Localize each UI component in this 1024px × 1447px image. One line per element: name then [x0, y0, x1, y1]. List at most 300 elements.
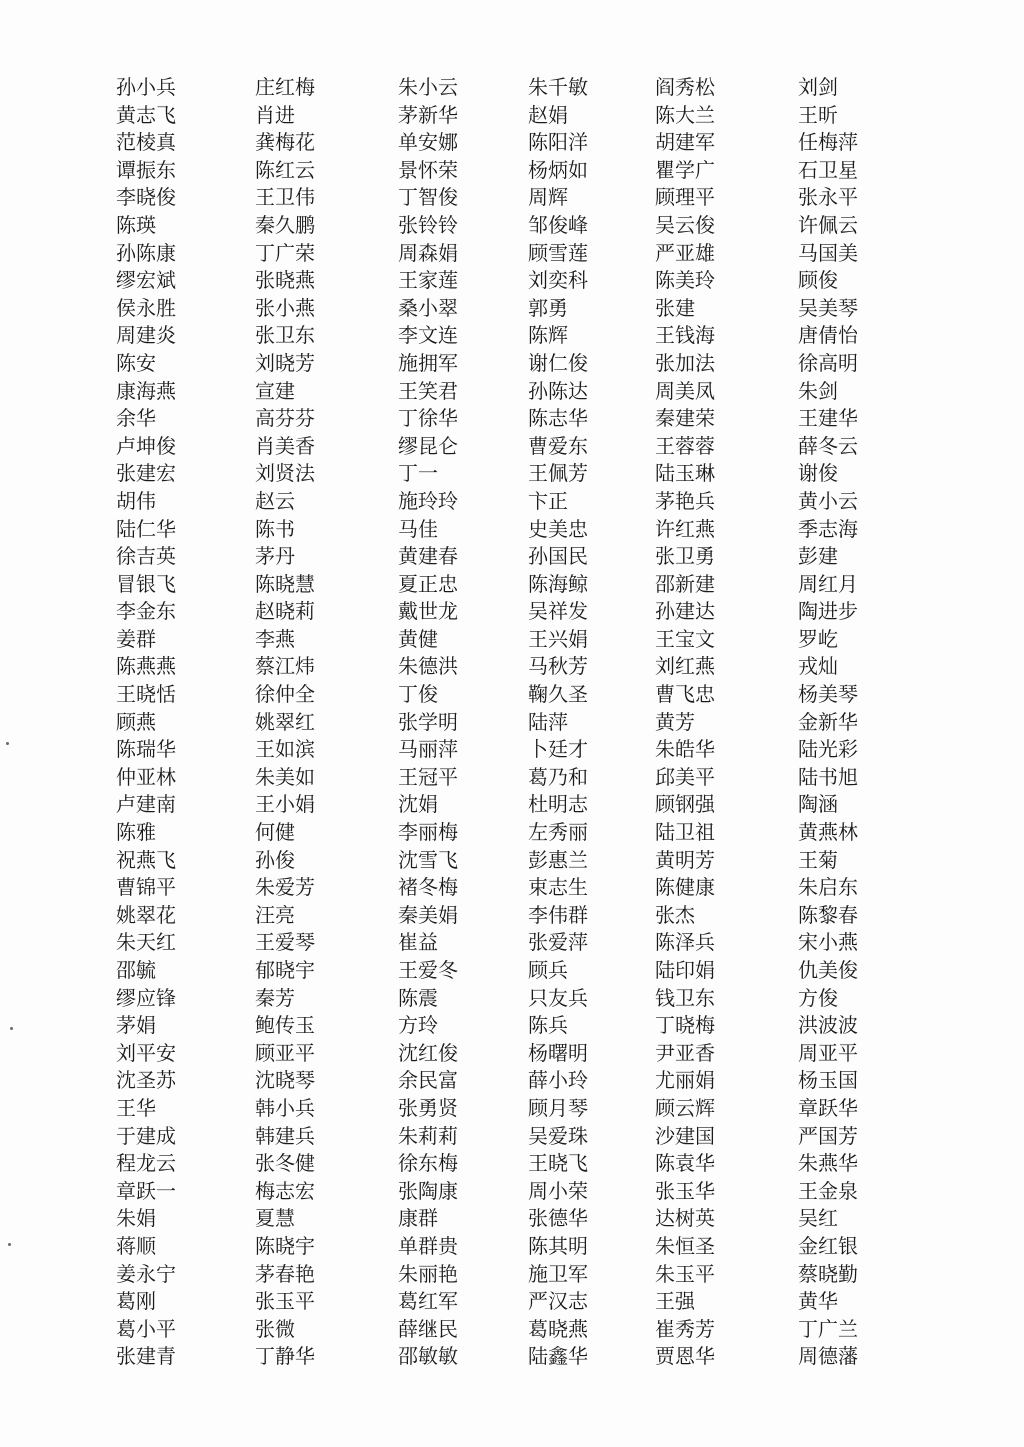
name-cell: 洪波波 [798, 1013, 858, 1038]
name-cell: 孙小兵 [116, 75, 176, 99]
name-cell: 戎灿 [798, 654, 838, 679]
name-cell: 沙建国 [655, 1123, 715, 1148]
name-cell: 陈雅 [116, 820, 156, 845]
name-cell: 韩建兵 [255, 1123, 315, 1148]
name-cell: 张德华 [528, 1206, 588, 1231]
name-cell: 王小娟 [255, 792, 315, 817]
name-row [116, 874, 898, 902]
name-cell: 李燕 [255, 626, 295, 651]
name-row [116, 571, 898, 599]
name-cell: 周德藩 [798, 1344, 858, 1369]
name-cell: 朱恒圣 [655, 1233, 715, 1258]
name-cell: 刘平安 [116, 1040, 176, 1065]
name-cell: 余华 [116, 406, 156, 431]
name-cell: 章跃一 [116, 1178, 176, 1203]
name-cell: 葛小平 [116, 1316, 176, 1341]
name-cell: 贾恩华 [655, 1344, 715, 1369]
name-cell: 周红月 [798, 571, 858, 596]
name-cell: 程龙云 [116, 1151, 176, 1176]
name-row [116, 350, 898, 378]
name-cell: 孙陈达 [528, 378, 588, 403]
name-cell: 陈健康 [655, 875, 715, 900]
name-cell: 李伟群 [528, 902, 588, 927]
name-cell: 顾亚平 [255, 1040, 315, 1065]
name-cell: 黄志飞 [116, 102, 176, 127]
name-cell: 仲亚林 [116, 764, 176, 789]
name-cell: 谢俊 [798, 461, 838, 486]
name-cell: 马国美 [798, 240, 858, 265]
name-cell: 龚梅花 [255, 130, 315, 155]
name-cell: 赵云 [255, 488, 295, 513]
name-row [116, 653, 898, 681]
name-cell: 鲍传玉 [255, 1013, 315, 1038]
name-cell: 张学明 [398, 709, 458, 734]
name-cell: 张玉平 [255, 1289, 315, 1314]
name-row [116, 791, 898, 819]
name-cell: 吴祥发 [528, 599, 588, 624]
name-cell: 杨炳如 [528, 157, 588, 182]
name-cell: 陈志华 [528, 406, 588, 431]
name-cell: 朱美如 [255, 764, 315, 789]
name-cell: 严国芳 [798, 1123, 858, 1148]
name-cell: 黄燕林 [798, 820, 858, 845]
name-cell: 宣建 [255, 378, 295, 403]
name-cell: 徐仲全 [255, 682, 315, 707]
name-row [116, 460, 898, 488]
name-cell: 施玲玲 [398, 488, 458, 513]
name-cell: 刘贤法 [255, 461, 315, 486]
name-row [116, 1288, 898, 1316]
name-list-body [116, 74, 898, 1371]
name-cell: 杜明志 [528, 792, 588, 817]
name-row [116, 212, 898, 240]
name-cell: 黄芳 [655, 709, 695, 734]
name-cell: 陈其明 [528, 1233, 588, 1258]
name-cell: 周亚平 [798, 1040, 858, 1065]
name-cell: 蔡江炜 [255, 654, 315, 679]
name-cell: 束志生 [528, 875, 588, 900]
name-row [116, 736, 898, 764]
name-row [116, 1178, 898, 1206]
name-row [116, 1261, 898, 1289]
name-cell: 许红燕 [655, 516, 715, 541]
name-cell: 仇美俊 [798, 958, 858, 982]
name-cell: 邱美平 [655, 764, 715, 789]
name-cell: 周美凤 [655, 378, 715, 403]
name-cell: 姚翠花 [116, 902, 176, 927]
name-cell: 谢仁俊 [528, 350, 588, 375]
name-cell: 张铃铃 [398, 212, 458, 237]
name-cell: 薛冬云 [798, 433, 858, 458]
name-cell: 王晓恬 [116, 682, 176, 707]
name-cell: 卞正 [528, 488, 568, 513]
name-cell: 康海燕 [116, 378, 176, 403]
name-cell: 陆鑫华 [528, 1344, 588, 1369]
name-row [116, 74, 898, 102]
name-cell: 王如滨 [255, 737, 315, 762]
name-cell: 陆卫祖 [655, 820, 715, 845]
name-cell: 沈娟 [398, 792, 438, 817]
name-cell: 顾兵 [528, 958, 568, 982]
name-cell: 朱小云 [398, 75, 458, 99]
name-cell: 张永平 [798, 185, 858, 210]
name-cell: 沈雪飞 [398, 847, 458, 872]
name-cell: 郭勇 [528, 295, 568, 320]
name-cell: 张勇贤 [398, 1095, 458, 1120]
name-cell: 张杰 [655, 902, 695, 927]
name-cell: 茅新华 [398, 102, 458, 127]
name-cell: 左秀丽 [528, 820, 588, 845]
name-cell: 朱剑 [798, 378, 838, 403]
name-cell: 张陶康 [398, 1178, 458, 1203]
name-cell: 阎秀松 [655, 75, 715, 99]
name-cell: 陈晓慧 [255, 571, 315, 596]
name-cell: 陈书 [255, 516, 295, 541]
name-cell: 顾俊 [798, 268, 838, 293]
name-cell: 王建华 [798, 406, 858, 431]
name-cell: 顾雪莲 [528, 240, 588, 265]
name-cell: 朱玉平 [655, 1261, 715, 1286]
name-cell: 朱皓华 [655, 737, 715, 762]
name-cell: 韩小兵 [255, 1095, 315, 1120]
name-row [116, 1067, 898, 1095]
name-row [116, 819, 898, 847]
name-row [116, 129, 898, 157]
name-cell: 朱娟 [116, 1206, 156, 1231]
name-cell: 丁俊 [398, 682, 438, 707]
name-row [116, 929, 898, 957]
name-cell: 孙建达 [655, 599, 715, 624]
name-cell: 胡建军 [655, 130, 715, 155]
name-row [116, 1040, 898, 1068]
name-cell: 曹锦平 [116, 875, 176, 900]
name-cell: 陈瑞华 [116, 737, 176, 762]
name-cell: 张卫东 [255, 323, 315, 348]
name-cell: 丁广兰 [798, 1316, 858, 1341]
name-row [116, 1095, 898, 1123]
name-cell: 姜永宁 [116, 1261, 176, 1286]
name-cell: 秦久鹏 [255, 212, 315, 237]
name-cell: 杨玉国 [798, 1068, 858, 1093]
name-row [116, 322, 898, 350]
name-cell: 缪宏斌 [116, 268, 176, 293]
name-cell: 景怀荣 [398, 157, 458, 182]
name-cell: 沈晓琴 [255, 1068, 315, 1093]
name-cell: 李金东 [116, 599, 176, 624]
name-cell: 陆仁华 [116, 516, 176, 541]
name-cell: 黄华 [798, 1289, 838, 1314]
name-cell: 卢坤俊 [116, 433, 176, 458]
name-cell: 徐高明 [798, 350, 858, 375]
name-cell: 朱德洪 [398, 654, 458, 679]
name-row [116, 902, 898, 930]
name-cell: 姜群 [116, 626, 156, 651]
name-cell: 吴美琴 [798, 295, 858, 320]
name-cell: 葛乃和 [528, 764, 588, 789]
name-cell: 尹亚香 [655, 1040, 715, 1065]
scan-speck [8, 1243, 11, 1246]
name-cell: 唐倩怡 [798, 323, 858, 348]
name-cell: 康群 [398, 1206, 438, 1231]
name-cell: 鞠久圣 [528, 682, 588, 707]
scan-speck [10, 1027, 13, 1030]
name-cell: 黄明芳 [655, 847, 715, 872]
name-cell: 秦美娟 [398, 902, 458, 927]
name-row [116, 488, 898, 516]
name-row [116, 543, 898, 571]
name-cell: 王晓飞 [528, 1151, 588, 1176]
name-cell: 谭振东 [116, 157, 176, 182]
name-cell: 秦芳 [255, 985, 295, 1010]
name-cell: 李文连 [398, 323, 458, 348]
name-cell: 陶涵 [798, 792, 838, 817]
name-cell: 陈震 [398, 985, 438, 1010]
name-cell: 顾燕 [116, 709, 156, 734]
name-cell: 王卫伟 [255, 185, 315, 210]
name-cell: 于建成 [116, 1123, 176, 1148]
name-cell: 崔益 [398, 930, 438, 955]
name-cell: 朱丽艳 [398, 1261, 458, 1286]
name-row [116, 847, 898, 875]
name-cell: 季志海 [798, 516, 858, 541]
name-cell: 缪应锋 [116, 985, 176, 1010]
name-cell: 陆印娟 [655, 958, 715, 982]
name-cell: 王家莲 [398, 268, 458, 293]
name-cell: 方玲 [398, 1013, 438, 1038]
name-cell: 李丽梅 [398, 820, 458, 845]
name-cell: 单安娜 [398, 130, 458, 155]
name-cell: 陈兵 [528, 1013, 568, 1038]
name-cell: 王强 [655, 1289, 695, 1314]
name-row [116, 985, 898, 1013]
name-cell: 张建宏 [116, 461, 176, 486]
name-cell: 顾理平 [655, 185, 715, 210]
name-cell: 陈红云 [255, 157, 315, 182]
name-cell: 只友兵 [528, 985, 588, 1010]
name-cell: 王金泉 [798, 1178, 858, 1203]
name-row [116, 598, 898, 626]
name-row [116, 1316, 898, 1344]
name-row [116, 1343, 898, 1371]
name-cell: 赵晓莉 [255, 599, 315, 624]
name-cell: 汪亮 [255, 902, 295, 927]
name-cell: 陈安 [116, 350, 156, 375]
name-cell: 石卫星 [798, 157, 858, 182]
name-cell: 曹爱东 [528, 433, 588, 458]
name-cell: 邹俊峰 [528, 212, 588, 237]
name-row [116, 764, 898, 792]
name-row [116, 681, 898, 709]
name-row [116, 1123, 898, 1151]
name-cell: 丁晓梅 [655, 1013, 715, 1038]
name-cell: 陈燕燕 [116, 654, 176, 679]
name-cell: 马丽萍 [398, 737, 458, 762]
name-cell: 张爱萍 [528, 930, 588, 955]
name-cell: 陈阳洋 [528, 130, 588, 155]
name-cell: 周小荣 [528, 1178, 588, 1203]
name-list-table [116, 74, 898, 1371]
name-cell: 葛刚 [116, 1289, 156, 1314]
name-cell: 施卫军 [528, 1261, 588, 1286]
name-cell: 丁智俊 [398, 185, 458, 210]
name-cell: 方俊 [798, 985, 838, 1010]
name-cell: 朱爱芳 [255, 875, 315, 900]
name-cell: 茅丹 [255, 544, 295, 569]
name-cell: 郁晓宇 [255, 958, 315, 982]
name-cell: 吴爱珠 [528, 1123, 588, 1148]
name-cell: 陆书旭 [798, 764, 858, 789]
name-cell: 祝燕飞 [116, 847, 176, 872]
name-cell: 王菊 [798, 847, 838, 872]
name-cell: 张建青 [116, 1344, 176, 1369]
name-cell: 陈黎春 [798, 902, 858, 927]
name-cell: 张玉华 [655, 1178, 715, 1203]
name-cell: 王华 [116, 1095, 156, 1120]
name-cell: 钱卫东 [655, 985, 715, 1010]
name-cell: 蒋顺 [116, 1233, 156, 1258]
name-cell: 王爱琴 [255, 930, 315, 955]
name-row [116, 184, 898, 212]
name-cell: 张微 [255, 1316, 295, 1341]
name-cell: 茅娟 [116, 1013, 156, 1038]
name-cell: 丁徐华 [398, 406, 458, 431]
name-cell: 孙国民 [528, 544, 588, 569]
name-cell: 邵新建 [655, 571, 715, 596]
name-cell: 朱启东 [798, 875, 858, 900]
name-cell: 邵敏敏 [398, 1344, 458, 1369]
name-cell: 陈泽兵 [655, 930, 715, 955]
name-cell: 施拥军 [398, 350, 458, 375]
name-cell: 丁静华 [255, 1344, 315, 1369]
name-cell: 单群贵 [398, 1233, 458, 1258]
name-cell: 陈瑛 [116, 212, 156, 237]
name-cell: 徐东梅 [398, 1151, 458, 1176]
name-cell: 崔秀芳 [655, 1316, 715, 1341]
name-cell: 褚冬梅 [398, 875, 458, 900]
name-cell: 陈大兰 [655, 102, 715, 127]
name-cell: 吴云俊 [655, 212, 715, 237]
name-cell: 茅艳兵 [655, 488, 715, 513]
name-cell: 卜廷才 [528, 737, 588, 762]
name-cell: 黄建春 [398, 544, 458, 569]
name-cell: 陈辉 [528, 323, 568, 348]
name-cell: 刘红燕 [655, 654, 715, 679]
name-cell: 刘晓芳 [255, 350, 315, 375]
name-cell: 刘奕科 [528, 268, 588, 293]
name-cell: 朱天红 [116, 930, 176, 955]
name-cell: 肖进 [255, 102, 295, 127]
name-cell: 张加法 [655, 350, 715, 375]
name-cell: 高芬芬 [255, 406, 315, 431]
name-cell: 瞿学广 [655, 157, 715, 182]
name-cell: 杨美琴 [798, 682, 858, 707]
name-row [116, 1150, 898, 1178]
name-row [116, 1012, 898, 1040]
name-cell: 陆玉琳 [655, 461, 715, 486]
name-cell: 梅志宏 [255, 1178, 315, 1203]
name-cell: 缪昆仑 [398, 433, 458, 458]
name-cell: 葛晓燕 [528, 1316, 588, 1341]
name-cell: 王昕 [798, 102, 838, 127]
name-cell: 赵娟 [528, 102, 568, 127]
name-cell: 张晓燕 [255, 268, 315, 293]
name-cell: 孙陈康 [116, 240, 176, 265]
name-cell: 侯永胜 [116, 295, 176, 320]
name-cell: 朱莉莉 [398, 1123, 458, 1148]
name-cell: 顾月琴 [528, 1095, 588, 1120]
name-cell: 吴红 [798, 1206, 838, 1231]
name-cell: 周建炎 [116, 323, 176, 348]
name-cell: 孙俊 [255, 847, 295, 872]
name-cell: 金红银 [798, 1233, 858, 1258]
name-cell: 王钱海 [655, 323, 715, 348]
name-cell: 范棱真 [116, 130, 176, 155]
name-cell: 姚翠红 [255, 709, 315, 734]
name-cell: 何健 [255, 820, 295, 845]
name-row [116, 295, 898, 323]
name-cell: 周辉 [528, 185, 568, 210]
name-cell: 秦建荣 [655, 406, 715, 431]
name-cell: 陈海鲸 [528, 571, 588, 596]
name-cell: 葛红军 [398, 1289, 458, 1314]
name-cell: 胡伟 [116, 488, 156, 513]
name-cell: 马佳 [398, 516, 438, 541]
name-cell: 张建 [655, 295, 695, 320]
name-cell: 茅春艳 [255, 1261, 315, 1286]
name-row [116, 626, 898, 654]
name-cell: 张冬健 [255, 1151, 315, 1176]
name-cell: 任梅萍 [798, 130, 858, 155]
name-cell: 王兴娟 [528, 626, 588, 651]
name-cell: 章跃华 [798, 1095, 858, 1120]
scan-speck [6, 742, 9, 745]
name-cell: 王笑君 [398, 378, 458, 403]
name-row [116, 709, 898, 737]
name-cell: 李晓俊 [116, 185, 176, 210]
name-cell: 沈圣苏 [116, 1068, 176, 1093]
name-cell: 邵毓 [116, 958, 156, 982]
name-cell: 王佩芳 [528, 461, 588, 486]
name-cell: 桑小翠 [398, 295, 458, 320]
name-cell: 马秋芳 [528, 654, 588, 679]
name-cell: 王爱冬 [398, 958, 458, 982]
name-cell: 严亚雄 [655, 240, 715, 265]
name-cell: 张小燕 [255, 295, 315, 320]
name-row [116, 378, 898, 406]
name-cell: 余民富 [398, 1068, 458, 1093]
name-cell: 陈晓宇 [255, 1233, 315, 1258]
name-cell: 陶进步 [798, 599, 858, 624]
name-row [116, 433, 898, 461]
name-cell: 史美忠 [528, 516, 588, 541]
name-row [116, 157, 898, 185]
name-cell: 陆萍 [528, 709, 568, 734]
name-row [116, 957, 898, 985]
name-cell: 陆光彩 [798, 737, 858, 762]
name-cell: 严汉志 [528, 1289, 588, 1314]
name-cell: 朱千敏 [528, 75, 588, 99]
name-cell: 周森娟 [398, 240, 458, 265]
name-cell: 张卫勇 [655, 544, 715, 569]
name-cell: 罗屹 [798, 626, 838, 651]
name-cell: 尤丽娟 [655, 1068, 715, 1093]
name-cell: 宋小燕 [798, 930, 858, 955]
name-cell: 夏正忠 [398, 571, 458, 596]
name-cell: 冒银飞 [116, 571, 176, 596]
name-cell: 杨曙明 [528, 1040, 588, 1065]
name-cell: 陈袁华 [655, 1151, 715, 1176]
name-cell: 夏慧 [255, 1206, 295, 1231]
